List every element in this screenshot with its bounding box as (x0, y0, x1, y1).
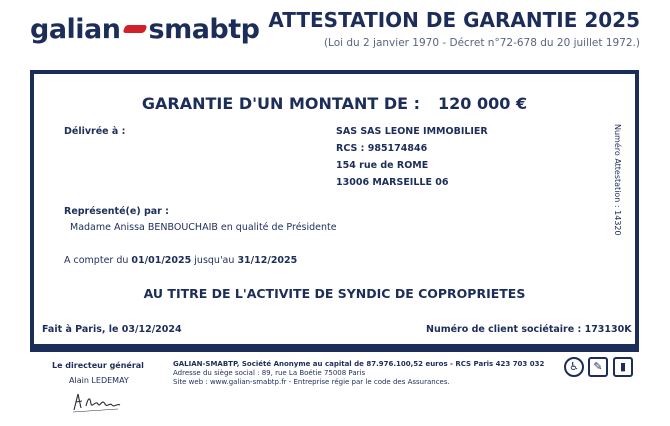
company-name: SAS SAS LEONE IMMOBILIER (336, 126, 488, 137)
accessibility-icon: ♿ (564, 357, 584, 377)
company-logo (30, 14, 260, 45)
page-subtitle: (Loi du 2 janvier 1970 - Décret n°72-678 du 20 juillet 1972.) (323, 37, 640, 49)
trash-icon: ▮ (613, 357, 633, 377)
legal-line-3: Site web : www.galian-smabtp.fr - Entreprise régie par le code des Assurances. (173, 378, 450, 386)
frame-divider (30, 348, 639, 352)
company-street: 154 rue de ROME (336, 160, 429, 171)
client-number: Numéro de client sociétaire : 173130K (426, 324, 632, 335)
period-prefix: A compter du (64, 255, 129, 266)
company-rcs: RCS : 985174846 (336, 143, 428, 154)
signatory-name: Alain LEDEMAY (69, 376, 129, 385)
activity-title: AU TITRE DE L'ACTIVITE DE SYNDIC DE COPROPRIETES (143, 286, 526, 301)
page-title: ATTESTATION DE GARANTIE 2025 (268, 8, 640, 32)
document-icon: ✎ (588, 357, 608, 377)
legal-line-2: Adresse du siège social : 89, rue La Boétie 75008 Paris (173, 369, 366, 377)
representative-text: Madame Anissa BENBOUCHAIB en qualité de Présidente (70, 222, 337, 233)
handwritten-signature (70, 388, 124, 416)
guarantee-amount-line (30, 94, 639, 113)
period-end: 31/12/2025 (237, 255, 298, 266)
signatory-role: Le directeur général (52, 361, 144, 370)
period-start: 01/01/2025 (131, 255, 192, 266)
issue-place-date: Fait à Paris, le 03/12/2024 (42, 324, 182, 335)
delivered-label: Délivrée à : (64, 126, 126, 137)
legal-line-1: GALIAN-SMABTP, Société Anonyme au capital de 87.976.100,52 euros - RCS Paris 423 703 032 (173, 360, 545, 368)
guarantee-label: GARANTIE D'UN MONTANT DE : (141, 94, 421, 113)
representative-label: Représenté(e) par : (64, 206, 169, 217)
logo-galian: galian (30, 14, 121, 45)
company-city: 13006 MARSEILLE 06 (336, 177, 449, 188)
logo-smabtp: smabtp (148, 14, 260, 45)
logo-dash (122, 25, 147, 33)
attestation-number: Numéro Attestation : 14320 (613, 124, 622, 236)
validity-period (64, 255, 297, 266)
period-middle: jusqu'au (194, 255, 235, 266)
guarantee-amount: 120 000 € (438, 94, 528, 113)
